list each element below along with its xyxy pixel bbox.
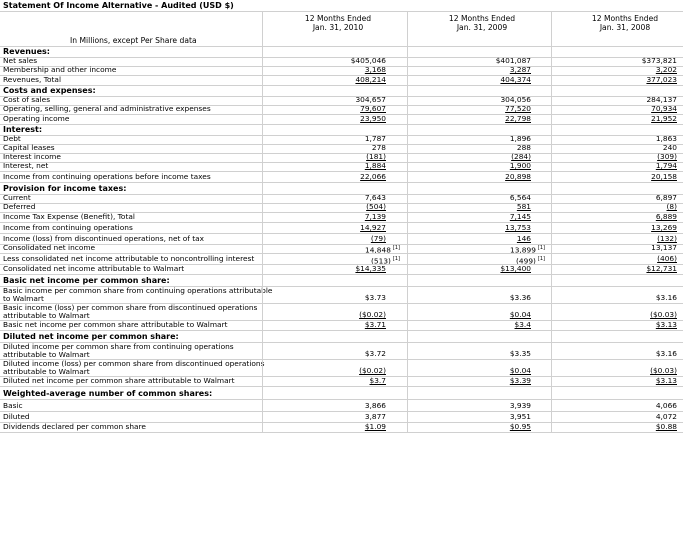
section-heading: Provision for income taxes: xyxy=(3,184,127,193)
table-top-border xyxy=(0,11,683,12)
cell-value: 304,657 xyxy=(355,95,386,104)
cell-value: 581 xyxy=(516,202,531,211)
cell-value: ($0.03) xyxy=(650,310,677,319)
value-2009 xyxy=(441,213,531,221)
value-2010 xyxy=(296,321,386,329)
cell-value: 146 xyxy=(516,234,531,243)
value-2008 xyxy=(587,57,677,65)
row-label: Basic income per common share from continuing operations attributable to Walmart xyxy=(3,286,273,303)
cell-value: $3.13 xyxy=(655,376,677,385)
value-2010 xyxy=(296,423,386,431)
cell-value: 1,884 xyxy=(364,161,386,170)
cell-value: 7,643 xyxy=(364,193,386,202)
cell-value: 404,374 xyxy=(500,75,531,84)
value-2010 xyxy=(296,96,386,104)
value-2009 xyxy=(441,311,531,319)
value-2008 xyxy=(587,153,677,161)
row-label: Capital leases xyxy=(3,143,55,152)
cell-value: 1,900 xyxy=(509,161,531,170)
value-2008 xyxy=(587,350,677,358)
cell-value: $3.35 xyxy=(509,349,531,358)
cell-value: 21,952 xyxy=(651,114,677,123)
cell-value: 3,202 xyxy=(655,65,677,74)
cell-value: 13,269 xyxy=(651,223,677,232)
cell-value: $13,400 xyxy=(500,264,531,273)
row-label: Cost of sales xyxy=(3,95,51,104)
value-2009 xyxy=(441,153,531,161)
value-2010 xyxy=(296,224,386,232)
value-2010 xyxy=(296,173,386,181)
value-2009 xyxy=(441,224,531,232)
cell-value: $3.73 xyxy=(364,293,386,302)
section-heading: Interest: xyxy=(3,125,43,134)
value-2008 xyxy=(587,105,677,113)
cell-value: 3,168 xyxy=(364,65,386,74)
cell-value: 278 xyxy=(371,143,386,152)
value-2009 xyxy=(441,135,531,143)
cell-value: (132) xyxy=(657,234,677,243)
cell-value: $3.4 xyxy=(514,320,531,329)
value-2010 xyxy=(296,350,386,358)
row-label: Interest, net xyxy=(3,161,49,170)
cell-value: $0.04 xyxy=(509,366,531,375)
value-2008 xyxy=(587,311,677,319)
value-2009 xyxy=(441,76,531,84)
column-header-2009: 12 Months Ended Jan. 31, 2009 xyxy=(448,14,516,32)
value-2009 xyxy=(441,194,531,202)
value-2010 xyxy=(296,377,386,385)
cell-value: 377,023 xyxy=(646,75,677,84)
units-label: In Millions, except Per Share data xyxy=(70,36,197,45)
cell-value: 7,145 xyxy=(509,212,531,221)
row-label: Diluted xyxy=(3,412,30,421)
cell-value: 1,794 xyxy=(655,161,677,170)
footnote-marker: [1] xyxy=(537,256,545,262)
value-2010 xyxy=(296,402,386,410)
column-header-2008: 12 Months Ended Jan. 31, 2008 xyxy=(591,14,659,32)
value-2010 xyxy=(296,213,386,221)
cell-value: (8) xyxy=(666,202,677,211)
value-2008 xyxy=(587,162,677,170)
row-label: Basic xyxy=(3,401,23,410)
row-label: Consolidated net income xyxy=(3,243,96,252)
value-2009 xyxy=(441,413,531,421)
column-divider xyxy=(551,11,552,432)
value-2009 xyxy=(441,144,531,152)
cell-value: 4,072 xyxy=(655,412,677,421)
cell-value: (513) xyxy=(371,256,391,266)
value-2009 xyxy=(441,115,531,123)
row-label: Dividends declared per common share xyxy=(3,422,146,431)
section-heading: Weighted-average number of common shares: xyxy=(3,389,213,398)
section-heading: Revenues: xyxy=(3,47,51,56)
value-2009 xyxy=(441,105,531,113)
cell-value: $14,335 xyxy=(355,264,386,273)
row-divider xyxy=(0,182,683,183)
cell-value: 20,898 xyxy=(505,172,531,181)
statement-title: Statement Of Income Alternative - Audited (USD $) xyxy=(3,1,234,10)
cell-value: 6,897 xyxy=(655,193,677,202)
value-2008 xyxy=(587,244,677,252)
row-label: Less consolidated net income attributable to noncontrolling interest xyxy=(3,254,255,263)
cell-value: (504) xyxy=(366,202,386,211)
value-2009 xyxy=(441,66,531,74)
value-2009 xyxy=(441,402,531,410)
column-divider xyxy=(262,11,263,432)
cell-value: 23,950 xyxy=(360,114,386,123)
value-2009 xyxy=(441,265,531,273)
cell-value: (499) xyxy=(516,256,536,266)
cell-value: 13,137 xyxy=(651,243,677,252)
cell-value: 3,939 xyxy=(509,401,531,410)
value-2010 xyxy=(296,162,386,170)
row-label: Consolidated net income attributable to Walmart xyxy=(3,264,185,273)
value-2008 xyxy=(587,144,677,152)
value-2010 xyxy=(296,235,386,243)
row-label: Net sales xyxy=(3,56,38,65)
header-bottom-border xyxy=(0,46,683,47)
value-2009 xyxy=(441,162,531,170)
cell-value: 13,899 xyxy=(510,245,536,255)
value-2009 xyxy=(441,96,531,104)
row-label: Income from continuing operations xyxy=(3,223,133,232)
cell-value: $0.95 xyxy=(509,422,531,431)
cell-value: $12,731 xyxy=(646,264,677,273)
cell-value: 288 xyxy=(516,143,531,152)
cell-value: 3,287 xyxy=(509,65,531,74)
value-2010 xyxy=(296,144,386,152)
cell-value: $405,046 xyxy=(350,56,386,65)
cell-value: $3.71 xyxy=(364,320,386,329)
row-label: Current xyxy=(3,193,31,202)
row-label: Income (loss) from discontinued operations, net of tax xyxy=(3,234,205,243)
cell-value: $3.72 xyxy=(364,349,386,358)
row-label: Debt xyxy=(3,134,21,143)
value-2008 xyxy=(587,194,677,202)
cell-value: $0.88 xyxy=(655,422,677,431)
cell-value: 240 xyxy=(662,143,677,152)
row-label: Deferred xyxy=(3,202,36,211)
row-label: Operating income xyxy=(3,114,70,123)
value-2010 xyxy=(296,105,386,113)
cell-value: 79,607 xyxy=(360,104,386,113)
cell-value: (284) xyxy=(511,152,531,161)
cell-value: 408,214 xyxy=(355,75,386,84)
row-label: Operating, selling, general and administrative expenses xyxy=(3,104,211,113)
cell-value: 3,866 xyxy=(364,401,386,410)
footnote-marker: [1] xyxy=(392,245,400,251)
row-label: Diluted income (loss) per common share from discontinued operations attributable to Walmart xyxy=(3,359,265,376)
cell-value: 14,927 xyxy=(360,223,386,232)
cell-value: 4,066 xyxy=(655,401,677,410)
cell-value: $3.16 xyxy=(655,293,677,302)
value-2008 xyxy=(587,423,677,431)
value-2010 xyxy=(296,76,386,84)
section-heading: Basic net income per common share: xyxy=(3,276,170,285)
cell-value: $3.16 xyxy=(655,349,677,358)
cell-value: $3.7 xyxy=(369,376,386,385)
cell-value: $373,821 xyxy=(641,56,677,65)
value-2010 xyxy=(296,203,386,211)
value-2009 xyxy=(441,350,531,358)
row-label: Diluted net income per common share attributable to Walmart xyxy=(3,376,235,385)
cell-value: (406) xyxy=(657,254,677,263)
value-2010 xyxy=(296,311,386,319)
value-2010 xyxy=(296,413,386,421)
value-2009 xyxy=(441,321,531,329)
row-label: Basic net income per common share attributable to Walmart xyxy=(3,320,228,329)
value-2010 xyxy=(296,115,386,123)
cell-value: 6,889 xyxy=(655,212,677,221)
cell-value: 1,896 xyxy=(509,134,531,143)
value-2009 xyxy=(441,235,531,243)
cell-value: 1,787 xyxy=(364,134,386,143)
cell-value: 22,798 xyxy=(505,114,531,123)
cell-value: $401,087 xyxy=(495,56,531,65)
row-label: Income from continuing operations before income taxes xyxy=(3,172,211,181)
value-2008 xyxy=(587,203,677,211)
row-divider xyxy=(0,124,683,125)
row-divider xyxy=(0,432,683,433)
value-2008 xyxy=(587,377,677,385)
column-divider xyxy=(407,11,408,432)
value-2008 xyxy=(587,135,677,143)
value-2009 xyxy=(441,423,531,431)
value-2009 xyxy=(441,377,531,385)
cell-value: 20,158 xyxy=(651,172,677,181)
cell-value: (79) xyxy=(370,234,386,243)
row-divider xyxy=(0,399,683,400)
value-2010 xyxy=(296,194,386,202)
cell-value: (309) xyxy=(657,152,677,161)
value-2010 xyxy=(296,66,386,74)
cell-value: 70,934 xyxy=(651,104,677,113)
footnote-marker: [1] xyxy=(392,256,400,262)
cell-value: $0.04 xyxy=(509,310,531,319)
cell-value: ($0.02) xyxy=(359,366,386,375)
value-2008 xyxy=(587,265,677,273)
row-divider xyxy=(0,274,683,275)
row-divider xyxy=(0,386,683,387)
cell-value: 14,848 xyxy=(365,245,391,255)
cell-value: 77,520 xyxy=(505,104,531,113)
column-header-2010: 12 Months Ended Jan. 31, 2010 xyxy=(304,14,372,32)
cell-value: 13,753 xyxy=(505,223,531,232)
cell-value: 1,863 xyxy=(655,134,677,143)
cell-value: ($0.03) xyxy=(650,366,677,375)
value-2008 xyxy=(587,173,677,181)
value-2008 xyxy=(587,66,677,74)
row-label: Income Tax Expense (Benefit), Total xyxy=(3,212,135,221)
cell-value: 3,951 xyxy=(509,412,531,421)
cell-value: 7,139 xyxy=(364,212,386,221)
value-2008 xyxy=(587,96,677,104)
value-2009 xyxy=(441,173,531,181)
row-divider xyxy=(0,411,683,412)
value-2009 xyxy=(441,203,531,211)
value-2008 xyxy=(587,255,677,263)
value-2008 xyxy=(587,294,677,302)
value-2010 xyxy=(296,153,386,161)
value-2008 xyxy=(587,213,677,221)
cell-value: (181) xyxy=(366,152,386,161)
value-2008 xyxy=(587,115,677,123)
cell-value: 6,564 xyxy=(509,193,531,202)
value-2008 xyxy=(587,224,677,232)
value-2010 xyxy=(296,294,386,302)
cell-value: 284,137 xyxy=(646,95,677,104)
row-divider xyxy=(0,85,683,86)
cell-value: ($0.02) xyxy=(359,310,386,319)
section-heading: Costs and expenses: xyxy=(3,86,96,95)
cell-value: $3.39 xyxy=(509,376,531,385)
value-2008 xyxy=(587,235,677,243)
cell-value: 22,066 xyxy=(360,172,386,181)
row-label: Membership and other income xyxy=(3,65,117,74)
cell-value: $3.36 xyxy=(509,293,531,302)
row-divider xyxy=(0,330,683,331)
value-2010 xyxy=(296,367,386,375)
value-2010 xyxy=(296,265,386,273)
value-2008 xyxy=(587,402,677,410)
row-label: Diluted income per common share from continuing operations attributable to Walmart xyxy=(3,342,234,359)
row-label: Interest income xyxy=(3,152,61,161)
cell-value: $3.13 xyxy=(655,320,677,329)
value-2008 xyxy=(587,367,677,375)
footnote-marker: [1] xyxy=(537,245,545,251)
value-2008 xyxy=(587,321,677,329)
value-2008 xyxy=(587,76,677,84)
value-2009 xyxy=(441,367,531,375)
cell-value: 3,877 xyxy=(364,412,386,421)
row-label: Basic income (loss) per common share from discontinued operations attributable to Walmart xyxy=(3,303,258,320)
value-2010 xyxy=(296,135,386,143)
value-2010 xyxy=(296,57,386,65)
section-heading: Diluted net income per common share: xyxy=(3,332,179,341)
value-2008 xyxy=(587,413,677,421)
cell-value: 304,056 xyxy=(500,95,531,104)
value-2009 xyxy=(441,57,531,65)
row-label: Revenues, Total xyxy=(3,75,61,84)
cell-value: $1.09 xyxy=(364,422,386,431)
value-2009 xyxy=(441,294,531,302)
